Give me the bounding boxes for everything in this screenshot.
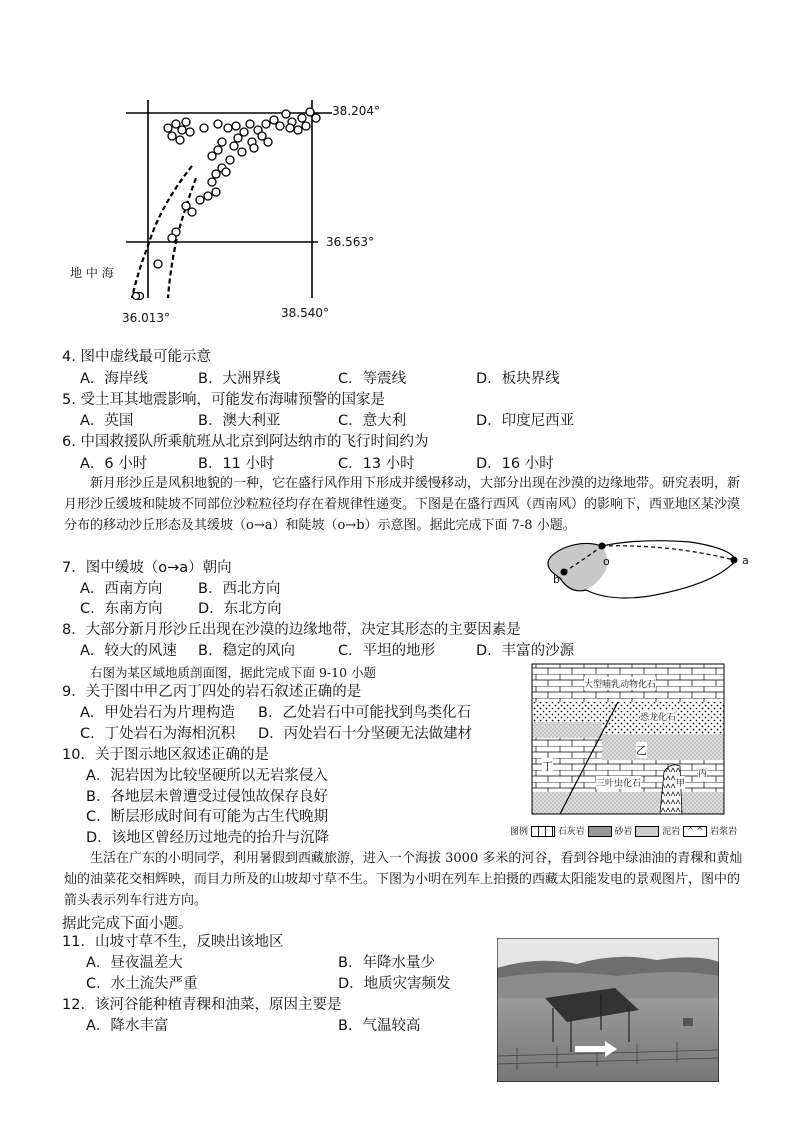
legend-title: 图例 [510,827,529,837]
q6-option-a[interactable]: A．6 小时 [80,456,148,472]
question-9: 9．关于图中甲乙丙丁四处的岩石叙述正确的是 [62,684,362,700]
q6-option-d[interactable]: D．16 小时 [476,456,554,472]
question-11: 11．山坡寸草不生，反映出该地区 [62,934,284,950]
q10-option-d[interactable]: D．该地区曾经历过地壳的抬升与沉降 [86,830,330,846]
question-8: 8．大部分新月形沙丘出现在沙漠的边缘地带，决定其形态的主要因素是 [62,622,521,638]
q4-option-c[interactable]: C．等震线 [338,371,407,387]
q4-option-b[interactable]: B．大洲界线 [198,371,281,387]
question-12: 12．该河谷能种植青稞和油菜，原因主要是 [62,997,342,1013]
legend-limestone-swatch [531,826,555,837]
q9-option-d[interactable]: D．丙处岩石十分坚硬无法做建材 [258,726,473,742]
q7-option-b[interactable]: B．西北方向 [198,581,281,597]
intro-9-10: 右图为某区域地质剖面图，据此完成下面 9-10 小题 [90,665,377,680]
q8-option-b[interactable]: B．稳定的风向 [198,643,295,659]
question-7: 7．图中缓坡（o→a）朝向 [62,560,232,576]
q11-option-b[interactable]: B．年降水量少 [338,955,435,971]
q7-option-c[interactable]: C．东南方向 [80,601,163,617]
q5-option-a[interactable]: A．英国 [80,413,134,429]
q5-option-b[interactable]: B．澳大利亚 [198,413,281,429]
legend-mudstone: 泥岩 [662,827,681,837]
legend-sandstone: 砂岩 [614,827,633,837]
q12-option-b[interactable]: B．气温较高 [338,1018,421,1034]
q4-option-d[interactable]: D．板块界线 [476,371,560,387]
legend-sandstone-swatch [588,826,612,837]
tibet-passage: 生活在广东的小明同学，利用暑假到西藏旅游，进入一个海拔 3000 多米的河谷，看到谷地中绿油油的青稞和黄灿灿的油菜花交相辉映，而目力所及的山坡却寸草不生。下图为小明在列车上拍摄的西藏太阳能发电的景观图片，图中的箭头表示列车行进方向。 [64,851,743,908]
dune-a-label: a [742,554,749,567]
q12-option-a[interactable]: A．降水丰富 [86,1018,169,1034]
legend-magma: 岩浆岩 [710,827,738,837]
intro-11-12: 据此完成下面小题。 [62,916,193,932]
dune-b-label: b [553,573,560,586]
dune-passage: 新月形沙丘是风积地貌的一种，它在盛行风作用下形成并缓慢移动，大部分出现在沙漠的边缘地带。研究表明，新月形沙丘缓坡和陡坡不同部位沙粒粒径均存在着规律性递变。下图是在盛行西风（西南风）的影响下，西亚地区某沙漠分布的移动沙丘形态及其缓坡（o→a）和陡坡（o→b）示意图。据此完成下面 7-8 小题。 [64,476,741,533]
lon-right-label: 38.540° [281,306,329,320]
q10-option-b[interactable]: B．各地层未曾遭受过侵蚀故保存良好 [86,789,328,805]
q11-option-c[interactable]: C．水土流失严重 [86,976,198,992]
q10-option-c[interactable]: C．断层形成时间有可能为古生代晚期 [86,809,329,825]
epicenter-circles [133,108,321,300]
solar-power-photo [497,938,719,1082]
q9-option-c[interactable]: C．丁处岩石为海相沉积 [80,726,236,742]
q8-option-c[interactable]: C．平坦的地形 [338,643,436,659]
earthquake-map [120,96,340,311]
question-10: 10．关于图示地区叙述正确的是 [62,747,269,763]
legend-mudstone-swatch [635,826,659,837]
geology-legend [510,824,737,837]
q7-option-a[interactable]: A．西南方向 [80,581,163,597]
yi-label: 乙 [636,744,647,757]
mammal-fossil-label: 大型哺乳动物化石 [584,677,656,690]
q4-option-a[interactable]: A．海岸线 [80,371,148,387]
q7-option-d[interactable]: D．东北方向 [198,601,282,617]
sea-label: 地 中 海 [70,266,114,280]
q8-option-d[interactable]: D．丰富的沙源 [476,643,575,659]
q11-option-d[interactable]: D．地质灾害频发 [338,976,451,992]
dino-fossil-label: 恐龙化石 [640,710,676,723]
q5-option-c[interactable]: C．意大利 [338,413,407,429]
lat-top-label: 38.204° [332,104,380,118]
question-6: 6. 中国救援队所乘航班从北京到阿达纳市的飞行时间约为 [62,434,429,450]
q6-option-c[interactable]: C．13 小时 [338,456,415,472]
q8-option-a[interactable]: A．较大的风速 [80,643,177,659]
lat-mid-label: 36.563° [326,235,374,249]
ding-label: 丁 [542,760,553,773]
question-5: 5. 受土耳其地震影响，可能发布海啸预警的国家是 [62,392,385,408]
dune-diagram [530,532,760,612]
dune-o-label: o [603,555,610,568]
q5-option-d[interactable]: D．印度尼西亚 [476,413,575,429]
q11-option-a[interactable]: A．昼夜温差大 [86,955,183,971]
legend-limestone: 石灰岩 [557,827,585,837]
q9-option-b[interactable]: B．乙处岩石中可能找到鸟类化石 [258,705,471,721]
question-4: 4. 图中虚线最可能示意 [62,349,211,365]
q10-option-a[interactable]: A．泥岩因为比较坚硬所以无岩浆侵入 [86,768,328,784]
jia-label: 甲 [676,776,685,789]
legend-magma-swatch: ^ ^ [683,826,707,837]
q9-option-a[interactable]: A．甲处岩石为片理构造 [80,705,235,721]
q6-option-b[interactable]: B．11 小时 [198,456,275,472]
lon-left-label: 36.013° [122,311,170,325]
bing-label: 丙 [698,766,707,779]
trilobite-fossil-label: 三叶虫化石 [596,776,641,789]
